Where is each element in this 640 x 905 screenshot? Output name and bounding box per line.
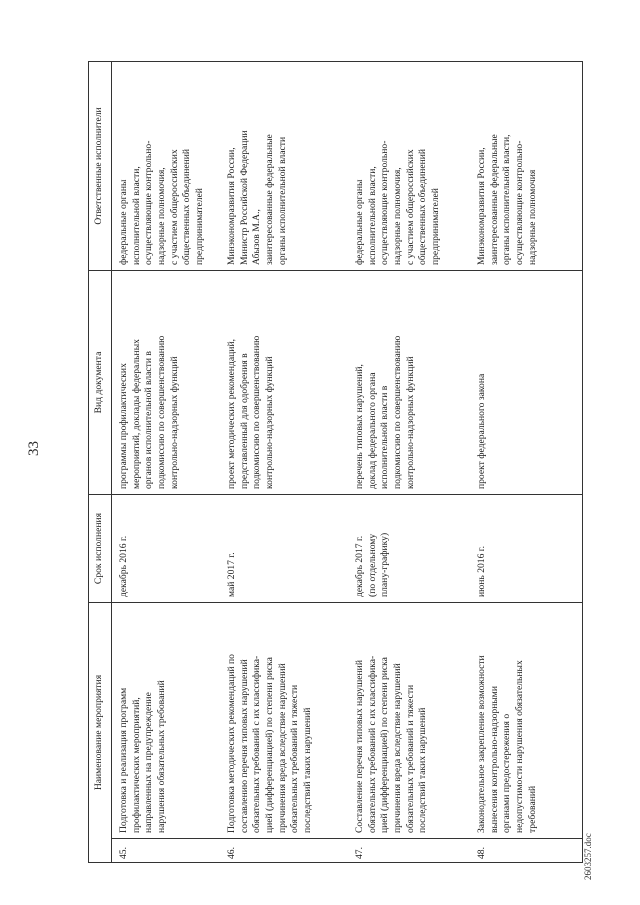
responsible-cell xyxy=(220,62,348,271)
header-measure-name: Наименование мероприятия xyxy=(89,603,112,863)
responsible: федеральные органы исполнительной власти, осуществляющие контрольно- надзорные полномочия, с участием общероссийских общественных объединений предпринимателей xyxy=(118,140,205,265)
measure-name-cell xyxy=(112,603,221,839)
measures-table-rotated xyxy=(88,62,604,863)
measure-name: Законодательное закрепление возможности вынесения контрольно-надзорными органами предостережения о недопустимости нарушения обязательных требований xyxy=(476,655,538,833)
header-responsible: Ответственные исполнители xyxy=(89,62,112,271)
table-row xyxy=(348,62,470,863)
document-type: перечень типовых нарушений, доклад федерального органа исполнительной власти в подкомиссию по совершенствованию контрольно-надзорных функций xyxy=(354,335,416,489)
header-document-type: Вид документа xyxy=(89,271,112,495)
deadline-cell xyxy=(348,495,470,603)
document-type-cell xyxy=(220,271,348,495)
deadline-cell xyxy=(470,495,583,603)
deadline: декабрь 2017 г. (по отдельному плану-графику) xyxy=(354,532,391,597)
responsible: федеральные органы исполнительной власти, осуществляющие контрольно- надзорные полномочия, с участием общероссийских общественных объединений предпринимателей xyxy=(354,140,441,265)
table-header-row xyxy=(89,62,112,863)
measure-name-cell xyxy=(220,603,348,839)
document-type: проект федерального закона xyxy=(476,373,487,489)
responsible: Минэкономразвития России, заинтересованные федеральные органы исполнительной власти, осуществляющие контрольно- надзорные полномочия xyxy=(476,134,538,265)
responsible-cell xyxy=(470,62,583,271)
deadline: декабрь 2016 г. xyxy=(118,535,129,597)
measure-name: Подготовка методических рекомендаций по составлению перечня типовых нарушений обязательных требований с их классифика- цией (дифференциацией) по степени риска причинения вреда вследствие нарушений обязательных требований и тяжести последствий таких нарушений xyxy=(226,654,313,833)
row-number: 47. xyxy=(348,839,470,863)
deadline: май 2017 г. xyxy=(226,552,237,597)
document-file-id: 2603257.doc xyxy=(583,833,593,880)
document-type: проект методических рекомендаций, представленный для одобрения в подкомиссию по совершенствованию контрольно-надзорных функций xyxy=(226,335,275,489)
responsible: Минэкономразвития России, Министр Российской Федерации Абызов М.А., заинтересованные федеральные органы исполнительной власти xyxy=(226,130,288,265)
measures-table-container xyxy=(88,62,604,863)
measures-table xyxy=(88,61,583,863)
deadline-cell xyxy=(112,495,221,603)
responsible-cell xyxy=(112,62,221,271)
table-row xyxy=(220,62,348,863)
responsible-cell xyxy=(348,62,470,271)
measure-name-cell xyxy=(470,603,583,839)
document-type: программы профилактических мероприятий, доклады федеральных органов исполнительной власти в подкомиссию по совершенствованию контрольно-надзорных функций xyxy=(118,335,180,489)
page-number: 33 xyxy=(26,441,42,456)
table-row xyxy=(470,62,583,863)
document-type-cell xyxy=(112,271,221,495)
row-number: 48. xyxy=(470,839,583,863)
row-number: 46. xyxy=(220,839,348,863)
table-row xyxy=(112,62,221,863)
deadline-cell xyxy=(220,495,348,603)
header-deadline: Срок исполнения xyxy=(89,495,112,603)
row-number: 45. xyxy=(112,839,221,863)
measure-name: Составление перечня типовых нарушений обязательных требований с их классифика- цией (дифференциацией) по степени риска причинения вреда вследствие нарушений обязательных требований и тяжести последствий таких нарушений xyxy=(354,655,429,833)
document-type-cell xyxy=(348,271,470,495)
document-type-cell xyxy=(470,271,583,495)
measure-name: Подготовка и реализация программ профилактических мероприятий, направленных на предупреждение нарушения обязательных требований xyxy=(118,680,167,833)
measure-name-cell xyxy=(348,603,470,839)
deadline: июнь 2016 г. xyxy=(476,545,487,597)
